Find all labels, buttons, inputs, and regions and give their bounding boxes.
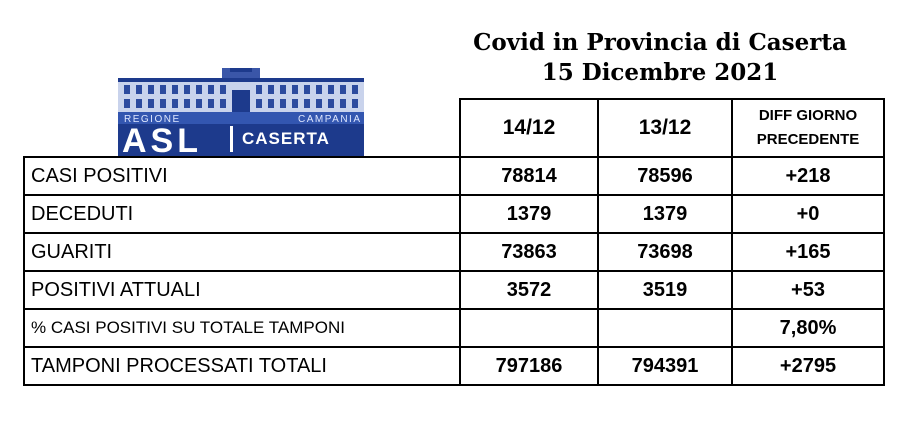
row-diff: +53: [732, 271, 884, 309]
row-value-1: 78814: [460, 157, 598, 195]
row-value-1: 797186: [460, 347, 598, 385]
row-value-2: 3519: [598, 271, 732, 309]
title-line-1: Covid in Provincia di Caserta: [473, 29, 847, 56]
header-blank: [24, 99, 460, 157]
row-label: TAMPONI PROCESSATI TOTALI: [24, 347, 460, 385]
row-value-1: 1379: [460, 195, 598, 233]
row-label: DECEDUTI: [24, 195, 460, 233]
header-diff: DIFF GIORNO PRECEDENTE: [732, 99, 884, 157]
row-label: POSITIVI ATTUALI: [24, 271, 460, 309]
svg-text:CASERTA: CASERTA: [242, 129, 330, 148]
row-diff: 7,80%: [732, 309, 884, 347]
row-diff: +218: [732, 157, 884, 195]
row-value-2: 78596: [598, 157, 732, 195]
svg-text:REGIONE: REGIONE: [124, 114, 181, 125]
row-diff: +2795: [732, 347, 884, 385]
table-row: [24, 157, 884, 195]
table-row: [24, 195, 884, 233]
title-line-2: 15 Dicembre 2021: [541, 59, 779, 86]
row-value-2: 1379: [598, 195, 732, 233]
table-row: [24, 233, 884, 271]
row-label: GUARITI: [24, 233, 460, 271]
header-date-2: 13/12: [598, 99, 732, 157]
row-value-2: 794391: [598, 347, 732, 385]
row-value-1: 73863: [460, 233, 598, 271]
header-date-1: 14/12: [460, 99, 598, 157]
row-label: % CASI POSITIVI SU TOTALE TAMPONI: [24, 309, 460, 347]
row-value-2: 73698: [598, 233, 732, 271]
table-header-row: [24, 99, 884, 157]
table-row: [24, 271, 884, 309]
covid-stats-table: [23, 98, 885, 386]
row-diff: +0: [732, 195, 884, 233]
table-row: [24, 309, 884, 347]
svg-text:CAMPANIA: CAMPANIA: [298, 114, 362, 125]
row-value-2: [598, 309, 732, 347]
table-row: [24, 347, 884, 385]
svg-text:ASL: ASL: [122, 122, 202, 156]
row-diff: +165: [732, 233, 884, 271]
page-title: [440, 28, 880, 88]
row-value-1: 3572: [460, 271, 598, 309]
row-value-1: [460, 309, 598, 347]
row-label: CASI POSITIVI: [24, 157, 460, 195]
